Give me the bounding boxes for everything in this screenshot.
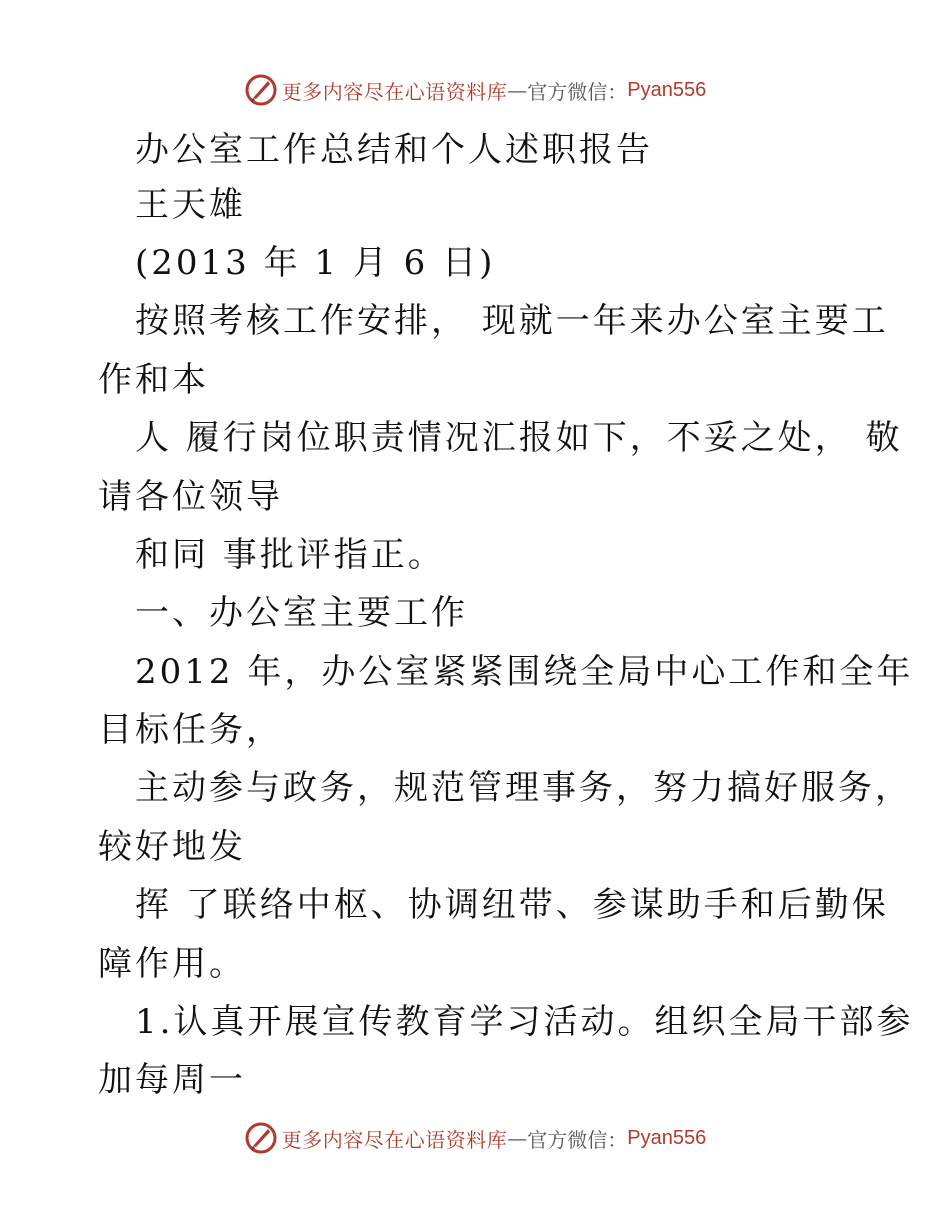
text-line: 1.认真开展宣传教育学习活动。组织全局干部参 <box>135 1002 914 1042</box>
document-title: 办公室工作总结和个人述职报告 <box>135 130 653 170</box>
text-line: 较好地发 <box>98 827 246 867</box>
watermark-label: 官方微信： <box>527 79 628 104</box>
text-line: 障作用。 <box>98 944 246 984</box>
text-line: 请各位领导 <box>98 477 283 517</box>
watermark-separator: — <box>507 78 528 102</box>
watermark-label: 官方微信： <box>527 1127 628 1152</box>
text-line: 目标任务， <box>98 710 283 750</box>
watermark-banner-top <box>0 68 950 112</box>
feather-pen-circle-icon <box>244 1121 278 1155</box>
document-date: (2013 年 1 月 6 日) <box>135 243 496 283</box>
feather-pen-circle-icon <box>244 73 278 107</box>
text-line: 加每周一 <box>98 1060 246 1100</box>
text-line: 人 履行岗位职责情况汇报如下，不妥之处， 敬 <box>135 418 903 458</box>
author-name: 王天雄 <box>135 185 246 225</box>
text-line: 按照考核工作安排， 现就一年来办公室主要工 <box>135 301 889 341</box>
text-line: 作和本 <box>98 360 209 400</box>
text-line: 主动参与政务，规范管理事务，努力搞好服务， <box>135 768 912 808</box>
watermark-main-text: 更多内容尽在心语资料库 <box>281 79 508 104</box>
watermark-banner-bottom <box>0 1116 950 1160</box>
text-line: 和同 事批评指正。 <box>135 535 445 575</box>
section-heading: 一、办公室主要工作 <box>135 593 468 633</box>
watermark-account: Pyan556 <box>627 78 707 101</box>
watermark-main-text: 更多内容尽在心语资料库 <box>281 1127 508 1152</box>
watermark-separator: — <box>507 1126 528 1150</box>
watermark-account: Pyan556 <box>627 1126 707 1149</box>
text-line: 2012 年，办公室紧紧围绕全局中心工作和全年 <box>135 652 914 692</box>
text-line: 挥 了联络中枢、协调纽带、参谋助手和后勤保 <box>135 885 889 925</box>
